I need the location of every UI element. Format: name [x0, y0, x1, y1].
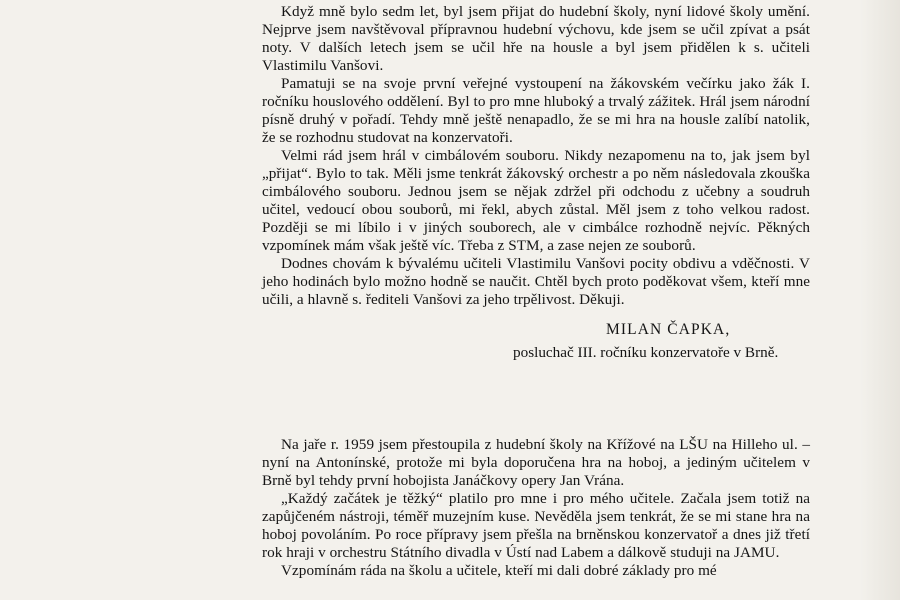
- story-milan-capka: [262, 3, 810, 309]
- paragraph: Pamatuji se na svoje první veřejné vystoupení na žákovském večírku jako žák I. ročníku houslového oddělení. Byl to pro mne hluboký a trvalý zážitek. Hrál jsem národní písně druhý v pořadí. Tehdy mně ještě nenapadlo, že se mi hra na housle zalíbí natolik, že se rozhodnu studovat na konzervatoři.: [262, 75, 810, 146]
- author-role: posluchač III. ročníku konzervatoře v Brně.: [513, 344, 779, 361]
- paragraph: Velmi rád jsem hrál v cimbálovém souboru. Nikdy nezapomenu na to, jak jsem byl „přijat“. Bylo to tak. Měli jsme tenkrát žákovský orchestr a po něm následovala zkouška cimbálového souboru. Jednou jsem se nějak zdržel při odchodu z učebny a soudruh učitel, vedoucí obou souborů, mi řekl, abych zůstal. Měl jsem z toho velkou radost. Později se mi líbilo i v jiných souborech, ale v cimbálce rozhodně nejvíc. Pěkných vzpomínek mám však ještě víc. Třeba z STM, a zase nejen ze souborů.: [262, 147, 810, 254]
- paragraph: Na jaře r. 1959 jsem přestoupila z hudební školy na Křížové na LŠU na Hilleho ul. – nyní na Antonínské, protože mi byla doporučena hra na hoboj, a jediným učitelem v Brně byl tehdy první hobojista Janáčkovy opery Jan Vrána.: [262, 436, 810, 489]
- story-oboe: [262, 436, 810, 580]
- author-signature: MILAN ČAPKA,: [606, 321, 731, 338]
- paragraph: Dodnes chovám k bývalému učiteli Vlastimilu Vanšovi pocity obdivu a vděčnosti. V jeho hodinách bylo možno hodně se naučit. Chtěl bych proto poděkovat všem, kteří mne učili, a hlavně s. řediteli Vanšovi za jeho trpělivost. Děkuji.: [262, 255, 810, 308]
- page-edge-shadow: [860, 0, 900, 600]
- paragraph: Vzpomínám ráda na školu a učitele, kteří mi dali dobré základy pro mé: [281, 562, 717, 579]
- paragraph: Když mně bylo sedm let, byl jsem přijat do hudební školy, nyní lidové školy umění. Nejprve jsem navštěvoval přípravnou hudební výchovu, kde jsem se učil zpívat a psát noty. V dalších letech jsem se učil hře na housle a byl jsem přidělen k s. učiteli Vlastimilu Vanšovi.: [262, 3, 810, 74]
- paragraph: „Každý začátek je těžký“ platilo pro mne i pro mého učitele. Začala jsem totiž na zapůjčeném nástroji, téměř muzejním kuse. Nevěděla jsem tenkrát, že se mi stane hra na hoboj povoláním. Po roce přípravy jsem přešla na brněnskou konzervatoř a dnes již třetí rok hraji v orchestru Státního divadla v Ústí nad Labem a dálkově studuji na JAMU.: [262, 490, 810, 561]
